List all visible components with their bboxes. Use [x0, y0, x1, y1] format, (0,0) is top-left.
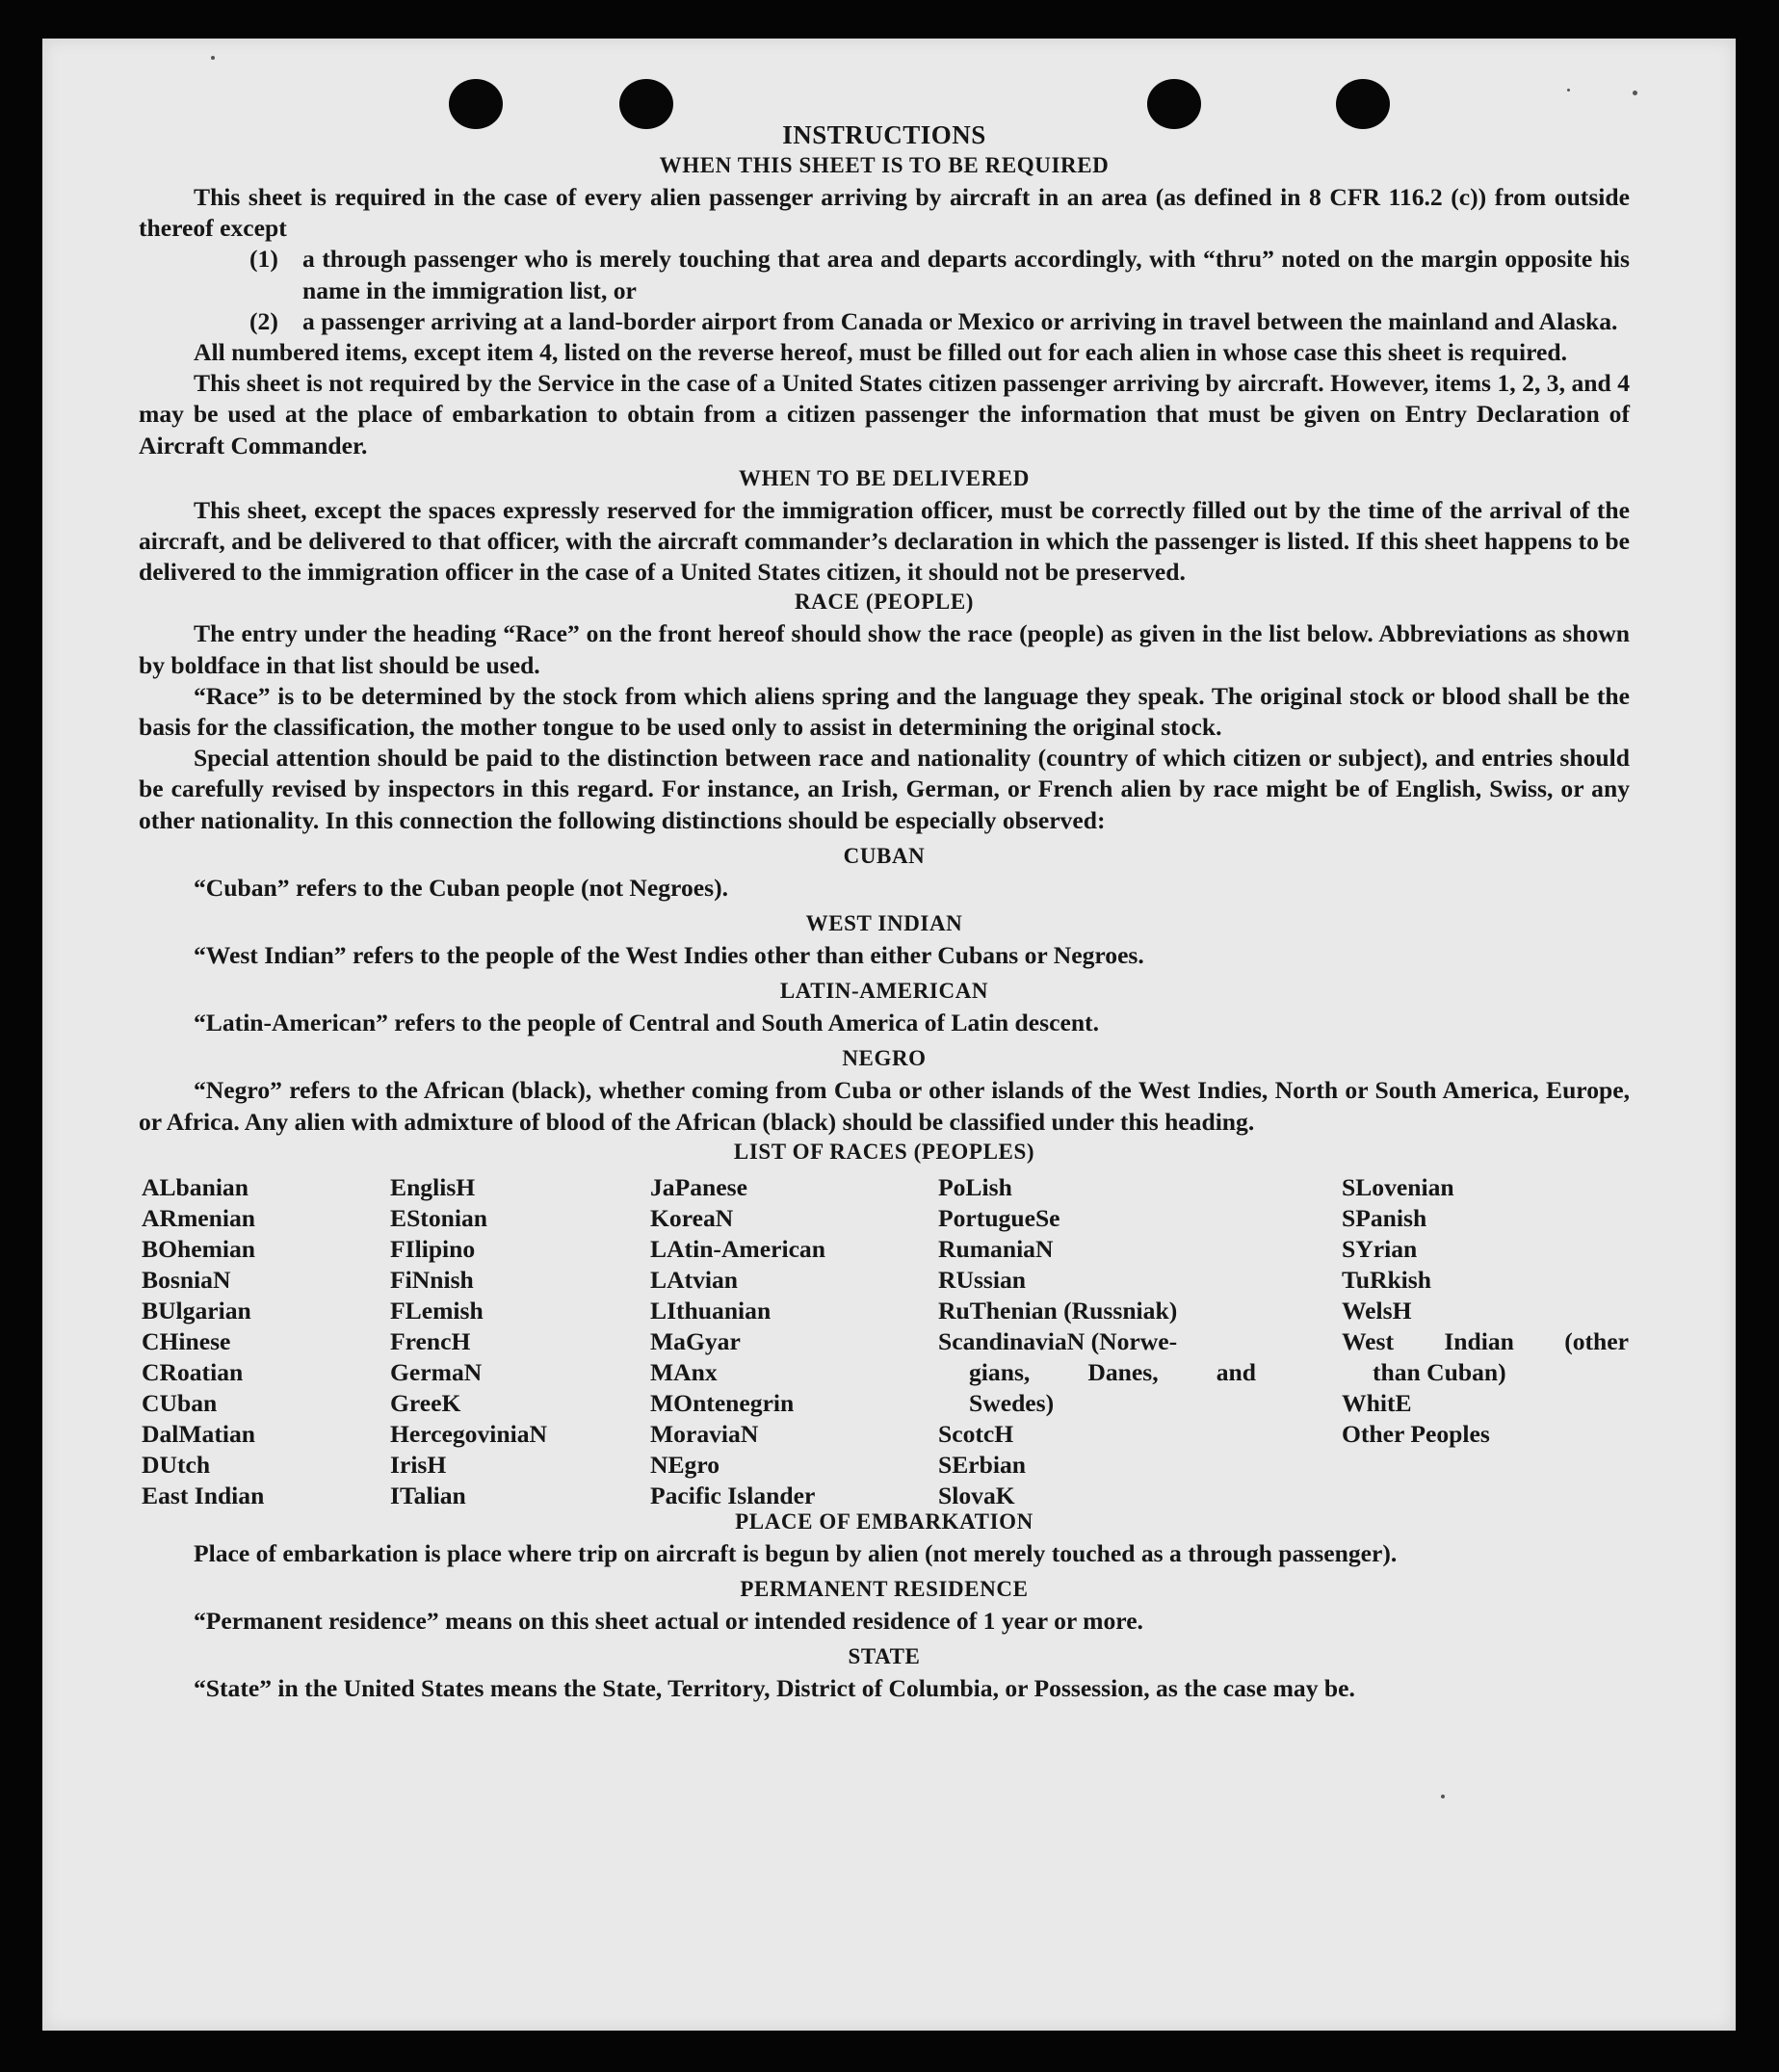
paragraph: “State” in the United States means the State, Territory, District of Columbia, or Possession, as the case may be. [194, 1674, 1355, 1703]
heading-permanent-residence: PERMANENT RESIDENCE [740, 1577, 1029, 1602]
page-title: INSTRUCTIONS [782, 120, 986, 149]
race-entry: RumaniaN [938, 1234, 1054, 1263]
races-table [139, 1172, 1630, 1508]
race-entry: MAnx [650, 1357, 718, 1386]
race-entry: ARmenian [142, 1203, 256, 1232]
heading-latin-american: LATIN-AMERICAN [779, 979, 989, 1004]
race-entry: CRoatian [142, 1357, 244, 1386]
race-entry: NEgro [650, 1450, 720, 1479]
paragraph: “Negro” refers to the African (black), whether coming from Cuba or other islands of the West Indies, North or South America, Europe, or Africa. Any alien with admixture of blood of the African (black) should be classified under this heading. [139, 1076, 1630, 1136]
paragraph: “Cuban” refers to the Cuban people (not Negroes). [194, 873, 728, 902]
races-column-2 [390, 1172, 547, 1511]
speck [1441, 1795, 1445, 1798]
race-entry: KoreaN [650, 1203, 734, 1232]
race-entry: MoraviaN [650, 1419, 759, 1448]
race-entry: SYrian [1342, 1234, 1418, 1263]
list-item [249, 244, 1630, 305]
race-entry: EnglisH [390, 1172, 476, 1201]
race-entry: ALbanian [142, 1172, 249, 1201]
race-entry: FrencH [390, 1326, 471, 1355]
paragraph: This sheet, except the spaces expressly reserved for the immigration officer, must be correctly filled out by the time of the arrival of the aircraft, and be delivered to that officer, with the aircraft commander’s declaration in which the passenger is listed. If this sheet happens to be delivered to the immigration officer in the case of a United States citizen, it should not be preserved. [139, 495, 1630, 587]
races-column-5 [1342, 1172, 1629, 1450]
races-column-3 [650, 1172, 825, 1511]
race-entry: West Indian (other [1342, 1326, 1629, 1355]
race-entry: RuThenian (Russniak) [938, 1296, 1178, 1325]
race-entry: MOntenegrin [650, 1388, 795, 1417]
race-entry: HercegoviniaN [390, 1419, 548, 1448]
item-number: (2) [249, 306, 278, 335]
race-entry: PortugueSe [938, 1203, 1060, 1232]
race-entry: GermaN [390, 1357, 483, 1386]
race-entry: FiNnish [390, 1265, 474, 1294]
race-entry: BOhemian [142, 1234, 256, 1263]
paragraph: The entry under the heading “Race” on the front hereof should show the race (people) as given in the list below. Abbreviations as shown by boldface in that list should be used. [139, 619, 1630, 679]
race-entry: JaPanese [650, 1172, 747, 1201]
race-entry: FLemish [390, 1296, 484, 1325]
item-text: a through passenger who is merely touching that area and departs accordingly, with “thru” noted on the margin opposite his name in the immigration list, or [302, 245, 1630, 304]
race-entry: BosniaN [142, 1265, 231, 1294]
race-entry: BUlgarian [142, 1296, 251, 1325]
race-entry: Other Peoples [1342, 1419, 1490, 1448]
speck [1567, 89, 1570, 92]
heading-place-of-embarkation: PLACE OF EMBARKATION [735, 1508, 1033, 1534]
race-entry: ScandinaviaN (Norwe- [938, 1326, 1178, 1355]
race-entry-continuation: Swedes) [969, 1388, 1055, 1417]
race-entry: SPanish [1342, 1203, 1427, 1232]
race-entry: ScotcH [938, 1419, 1014, 1448]
paragraph: “Race” is to be determined by the stock from which aliens spring and the language they speak. The original stock or blood shall be the basis for the classification, the mother tongue to be used only to assist in determining the original stock. [139, 681, 1630, 742]
race-entry: SlovaK [938, 1481, 1015, 1509]
speck [211, 56, 215, 60]
item-text: a passenger arriving at a land-border airport from Canada or Mexico or arriving in travel between the mainland and Alaska. [302, 306, 1618, 335]
race-entry: East Indian [142, 1481, 265, 1509]
heading-west-indian: WEST INDIAN [805, 911, 963, 936]
race-entry: IrisH [390, 1450, 447, 1479]
paragraph: All numbered items, except item 4, listed on the reverse hereof, must be filled out for each alien in whose case this sheet is required. [194, 338, 1567, 367]
heading-negro: NEGRO [842, 1046, 927, 1071]
race-entry: SErbian [938, 1450, 1027, 1479]
paragraph: This sheet is not required by the Service in the case of a United States citizen passenger arriving by aircraft. However, items 1, 2, 3, and 4 may be used at the place of embarkation to obtain from a citizen passenger the information that must be given on Entry Declaration of Aircraft Commander. [139, 369, 1630, 459]
races-column-4 [938, 1172, 1256, 1511]
race-entry: LAtin-American [650, 1234, 825, 1263]
heading-race: RACE (PEOPLE) [794, 590, 975, 615]
heading-list-of-races: LIST OF RACES (PEOPLES) [733, 1139, 1035, 1164]
race-entry: ITalian [390, 1481, 466, 1509]
race-entry: GreeK [390, 1388, 461, 1417]
race-entry: CHinese [142, 1326, 231, 1355]
race-entry: MaGyar [650, 1326, 741, 1355]
race-entry: DUtch [142, 1450, 211, 1479]
heading-state: STATE [848, 1644, 921, 1669]
list-item [249, 306, 1630, 337]
heading-when-delivered: WHEN TO BE DELIVERED [739, 465, 1030, 490]
race-entry-continuation: than Cuban) [1373, 1357, 1506, 1386]
races-column-1 [142, 1172, 264, 1511]
paragraph: “Permanent residence” means on this sheet actual or intended residence of 1 year or more. [194, 1607, 1143, 1636]
race-entry: LAtvian [650, 1265, 739, 1294]
race-entry-continuation: gians, Danes, and [969, 1357, 1256, 1386]
race-entry: DalMatian [142, 1419, 256, 1448]
paragraph: Place of embarkation is place where trip on aircraft is begun by alien (not merely touched as a through passenger). [194, 1538, 1398, 1567]
race-entry: PoLish [938, 1172, 1012, 1201]
race-entry: CUban [142, 1388, 218, 1417]
paragraph: This sheet is required in the case of every alien passenger arriving by aircraft in an area (as defined in 8 CFR 116.2 (c)) from outside thereof except [139, 183, 1630, 243]
instructions-content [139, 119, 1630, 1704]
race-entry: Pacific Islander [650, 1481, 816, 1509]
item-number: (1) [249, 245, 278, 274]
paragraph: “West Indian” refers to the people of the West Indies other than either Cubans or Negroes. [194, 941, 1144, 970]
race-entry: RUssian [938, 1265, 1027, 1294]
race-entry: WhitE [1342, 1388, 1412, 1417]
race-entry: EStonian [390, 1203, 488, 1232]
heading-cuban: CUBAN [843, 843, 926, 868]
paragraph: Special attention should be paid to the distinction between race and nationality (country of which citizen or subject), and entries should be carefully revised by inspectors in this regard. For instance, an Irish, German, or French alien by race might be of English, Swiss, or any other nationality. In this connection the following distinctions should be especially observed: [139, 744, 1630, 834]
race-entry: WelsH [1342, 1296, 1412, 1325]
race-entry: TuRkish [1342, 1265, 1431, 1294]
race-entry: FIlipino [390, 1234, 476, 1263]
paragraph: “Latin-American” refers to the people of Central and South America of Latin descent. [194, 1009, 1099, 1037]
heading-when-required: WHEN THIS SHEET IS TO BE REQUIRED [659, 153, 1110, 177]
race-entry: LIthuanian [650, 1296, 772, 1325]
speck [1633, 91, 1637, 95]
document-sheet [42, 39, 1736, 2031]
race-entry: SLovenian [1342, 1172, 1454, 1201]
